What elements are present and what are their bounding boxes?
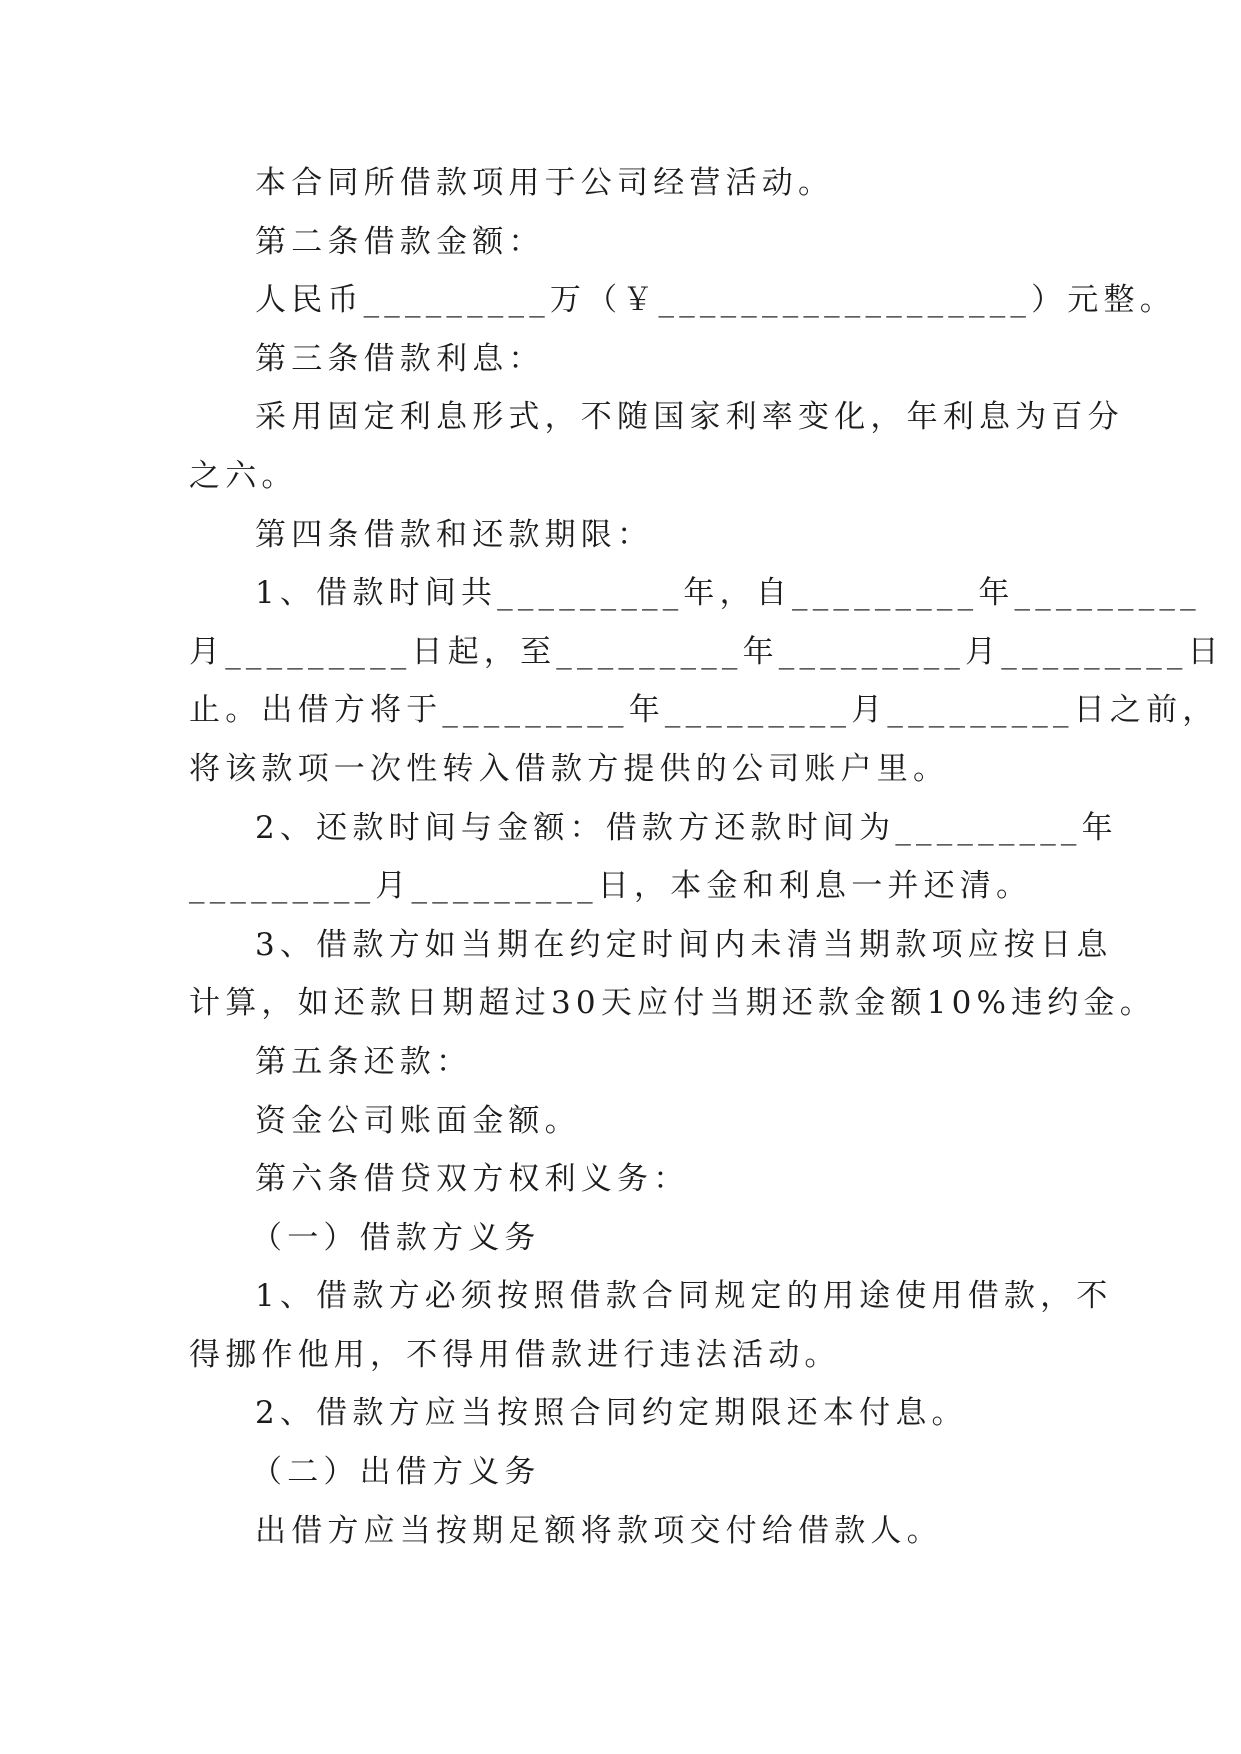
article-heading: 第六条借贷双方权利义务： — [255, 1161, 690, 1198]
contract-body — [189, 154, 1224, 1560]
section-heading: （一）借款方义务 — [251, 1219, 541, 1256]
paragraph-line: 2、还款时间与金额：借款方还款时间为_________年 — [255, 809, 1118, 846]
paragraph-line: 出借方应当按期足额将款项交付给借款人。 — [255, 1512, 943, 1549]
paragraph-line: 资金公司账面金额。 — [255, 1102, 581, 1139]
paragraph-line: 月_________日起，至_________年_________月_________日 — [189, 633, 1224, 670]
article-heading: 第四条借款和还款期限： — [255, 516, 654, 553]
paragraph-line: 本合同所借款项用于公司经营活动。 — [255, 165, 835, 201]
paragraph-line: 采用固定利息形式，不随国家利率变化，年利息为百分 — [255, 399, 1124, 436]
paragraph-line: 将该款项一次性转入借款方提供的公司账户里。 — [189, 750, 950, 787]
paragraph-line: 止。出借方将于_________年_________月_________日之前， — [189, 692, 1219, 729]
paragraph-line: 1、借款时间共_________年，自_________年_________ — [255, 575, 1201, 612]
article-heading: 第五条还款： — [255, 1043, 473, 1080]
paragraph-line: 计算，如还款日期超过30天应付当期还款金额10%违约金。 — [189, 985, 1156, 1022]
paragraph-line: 之六。 — [189, 457, 298, 494]
paragraph-line: 人民币_________万（￥__________________）元整。 — [255, 282, 1176, 319]
paragraph-line: 2、借款方应当按照合同约定期限还本付息。 — [255, 1395, 968, 1432]
article-heading: 第二条借款金额： — [255, 223, 545, 260]
paragraph-line: _________月_________日，本金和利息一并还清。 — [189, 868, 1033, 905]
section-heading: （二）出借方义务 — [251, 1454, 541, 1491]
paragraph-line: 3、借款方如当期在约定时间内未清当期款项应按日息 — [255, 926, 1113, 963]
paragraph-line: 得挪作他用，不得用借款进行违法活动。 — [189, 1336, 841, 1373]
paragraph-line: 1、借款方必须按照借款合同规定的用途使用借款，不 — [255, 1278, 1113, 1315]
article-heading: 第三条借款利息： — [255, 340, 545, 377]
